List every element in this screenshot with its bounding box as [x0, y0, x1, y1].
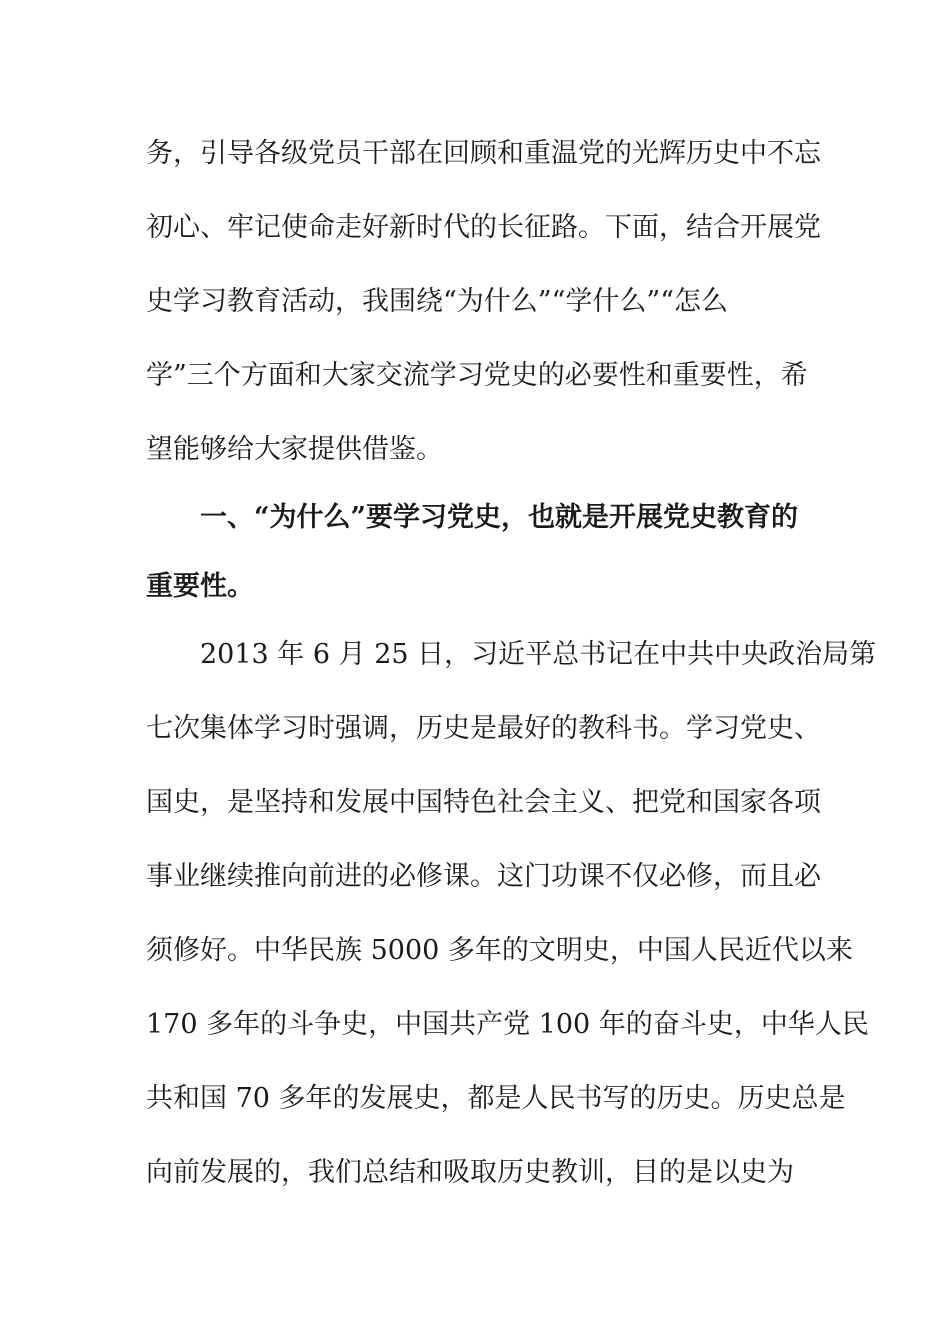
body-text-line: 共和国 70 多年的发展史，都是人民书写的历史。历史总是 [146, 1083, 846, 1114]
body-text-line: 七次集体学习时强调，历史是最好的教科书。学习党史、 [146, 713, 821, 744]
body-text-line: 学”三个方面和大家交流学习党史的必要性和重要性，希 [146, 360, 808, 391]
section-heading: 一、“为什么”要学习党史，也就是开展党史教育的 [200, 502, 799, 533]
body-text-line: 初心、牢记使命走好新时代的长征路。下面，结合开展党 [146, 212, 821, 243]
body-text-line: 事业继续推向前进的必修课。这门功课不仅必修，而且必 [146, 861, 821, 892]
section-heading-continued: 重要性。 [146, 571, 254, 602]
body-text-line: 2013 年 6 月 25 日，习近平总书记在中共中央政治局第 [200, 639, 877, 670]
body-text-line: 望能够给大家提供借鉴。 [146, 434, 443, 465]
body-text-line: 向前发展的，我们总结和吸取历史教训，目的是以史为 [146, 1157, 794, 1188]
body-text-line: 170 多年的斗争史，中国共产党 100 年的奋斗史，中华人民 [146, 1009, 869, 1040]
body-text-line: 国史，是坚持和发展中国特色社会主义、把党和国家各项 [146, 787, 821, 818]
body-text-line: 须修好。中华民族 5000 多年的文明史，中国人民近代以来 [146, 935, 853, 966]
body-text-line: 务，引导各级党员干部在回顾和重温党的光辉历史中不忘 [146, 138, 821, 169]
body-text-line: 史学习教育活动，我围绕“为什么”“学什么”“怎么 [146, 286, 729, 317]
